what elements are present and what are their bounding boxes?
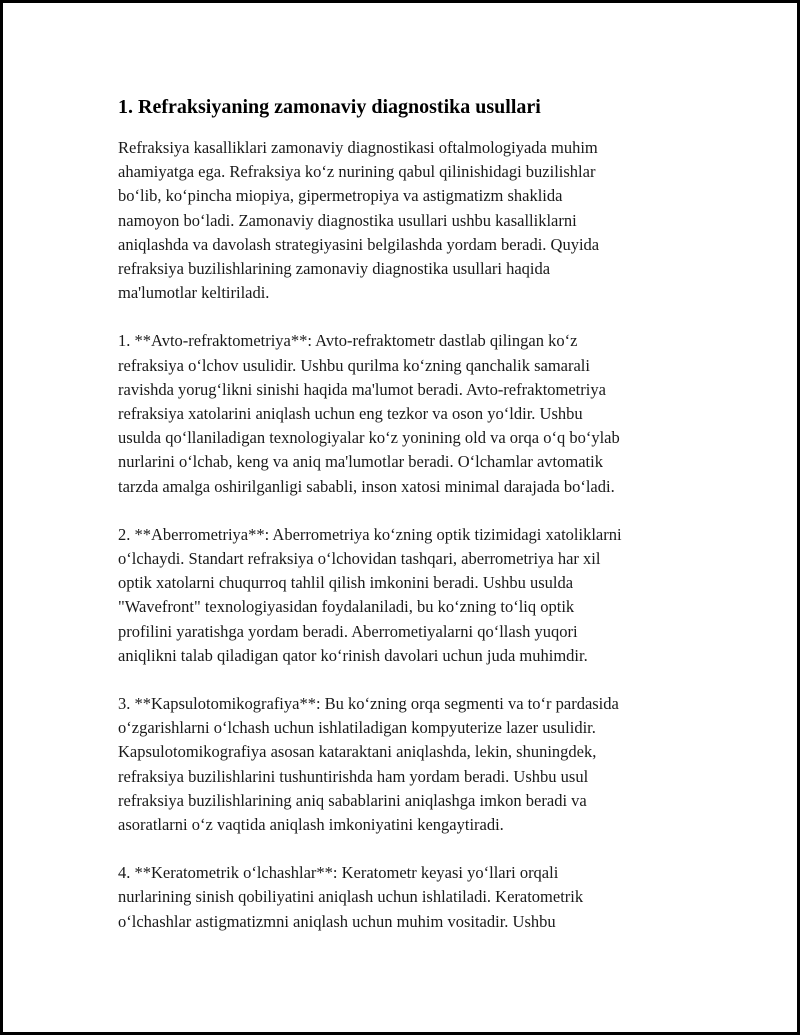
section-heading: 1. Refraksiyaning zamonaviy diagnostika usullari	[118, 96, 541, 118]
paragraph-kapsulotomikografiya: 3. **Kapsulotomikografiya**: Bu ko‘zning orqa segmenti va to‘r pardasida o‘zgarishlarni o‘lchash uchun ishlatiladigan kompyuterize lazer usulidir. Kapsulotomikografiya asosan kataraktani aniqlashda, lekin, shuningdek, refraksiya buzilishlarini tushuntirishda ham yordam beradi. Ushbu usul refraksiya buzilishlarining aniq sabablarini aniqlashga imkon beradi va asoratlarni o‘z vaqtida aniqlash imkoniyatini kengaytiradi.	[118, 694, 619, 835]
paragraph-keratometrik: 4. **Keratometrik o‘lchashlar**: Keratometr keyasi yo‘llari orqali nurlarining sinish qobiliyatini aniqlash uchun ishlatiladi. Keratometrik o‘lchashlar astigmatizmni aniqlash uchun muhim vositadir. Ushbu	[118, 863, 584, 931]
paragraph-avto-refraktometriya: 1. **Avto-refraktometriya**: Avto-refraktometr dastlab qilingan ko‘z refraksiya o‘lchov usulidir. Ushbu qurilma ko‘zning qanchalik samarali ravishda yorug‘likni sinishi haqida ma'lumot beradi. Avto-refraktometriya refraksiya xatolarini aniqlash uchun eng tezkor va oson yo‘ldir. Ushbu usulda qo‘llaniladigan texnologiyalar ko‘z yonining old va orqa o‘q bo‘ylab nurlarini o‘lchab, keng va aniq ma'lumotlar beradi. O‘lchamlar avtomatik tarzda amalga oshirilganligi sababli, inson xatosi minimal darajada bo‘ladi.	[118, 331, 620, 496]
paragraph-aberrometriya: 2. **Aberrometriya**: Aberrometriya ko‘zning optik tizimidagi xatoliklarni o‘lchaydi. Standart refraksiya o‘lchovidan tashqari, aberrometriya har xil optik xatolarni chuqurroq tahlil qilish imkonini beradi. Ushbu usulda "Wavefront" texnologiyasidan foydalaniladi, bu ko‘zning to‘liq optik profilini yaratishga yordam beradi. Aberrometiyalarni qo‘llash yuqori aniqlikni talab qiladigan qator ko‘rinish davolari uchun juda muhimdir.	[118, 524, 622, 665]
document-body	[118, 94, 708, 958]
intro-paragraph: Refraksiya kasalliklari zamonaviy diagnostikasi oftalmologiyada muhim ahamiyatga ega. Refraksiya ko‘z nurining qabul qilinishidagi buzilishlar bo‘lib, ko‘pincha miopiya, gipermetropiya va astigmatizm shaklida namoyon bo‘ladi. Zamonaviy diagnostika usullari ushbu kasalliklarni aniqlashda va davolash strategiyasini belgilashda yordam beradi. Quyida refraksiya buzilishlarining zamonaviy diagnostika usullari haqida ma'lumotlar keltiriladi.	[118, 138, 600, 303]
